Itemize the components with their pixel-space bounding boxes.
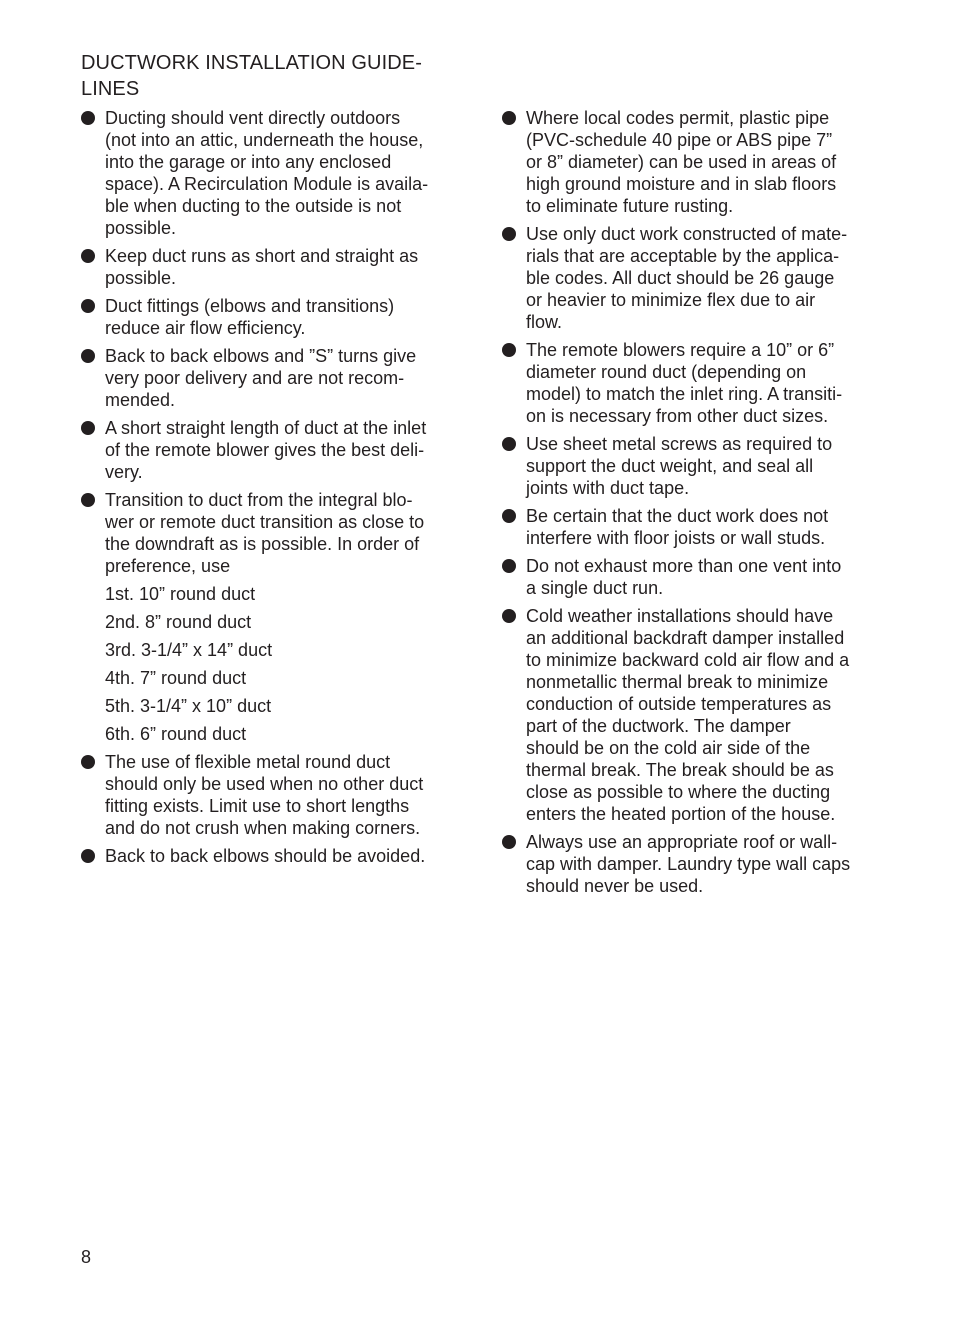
text-line: possible. [105,268,177,288]
text-line: Use only duct work constructed of mate- [526,224,848,244]
list-item [81,417,453,483]
list-item [502,555,878,599]
list-item [502,605,878,825]
list-item [81,107,453,239]
text-line: (not into an attic, underneath the house, [105,130,424,150]
text-line: very poor delivery and are not recom- [105,368,405,388]
text-line: joints with duct tape. [526,478,690,498]
bullet-icon [81,299,95,313]
left-column [81,107,453,873]
bullet-icon [81,249,95,263]
text-line: Keep duct runs as short and straight as [105,246,419,266]
title-line: DUCTWORK INSTALLATION GUIDE- [81,52,422,74]
list-item-text [526,605,878,825]
list-item-text [526,831,878,897]
right-column [502,107,878,903]
text-line: should only be used when no other duct [105,774,424,794]
bullet-icon [81,755,95,769]
text-line: Cold weather installations should have [526,606,834,626]
text-line: interfere with floor joists or wall studs. [526,528,826,548]
bullet-icon [81,111,95,125]
preference-item: 6th. 6” round duct [105,724,247,744]
text-line: part of the ductwork. The damper [526,716,791,736]
text-line: model) to match the inlet ring. A transiti- [526,384,843,404]
page-number: 8 [81,1247,92,1267]
bullet-icon [502,227,516,241]
list-item [81,345,453,411]
bullet-icon [502,437,516,451]
text-line: high ground moisture and in slab floors [526,174,837,194]
list-item-text [105,245,453,289]
text-line: thermal break. The break should be as [526,760,834,780]
list-item [502,433,878,499]
text-line: (PVC-schedule 40 pipe or ABS pipe 7” [526,130,833,150]
text-line: Transition to duct from the integral blo- [105,490,413,510]
preference-item: 2nd. 8” round duct [105,612,252,632]
text-line: conduction of outside temperatures as [526,694,832,714]
text-line: close as possible to where the ducting [526,782,831,802]
list-item [81,751,453,839]
bullet-icon [502,509,516,523]
list-item [502,505,878,549]
list-item [81,489,453,577]
preference-item: 3rd. 3-1/4” x 14” duct [105,640,273,660]
preference-item: 5th. 3-1/4” x 10” duct [105,696,272,716]
text-line: very. [105,462,143,482]
text-line: Use sheet metal screws as required to [526,434,833,454]
text-line: flow. [526,312,563,332]
text-line: or 8” diameter) can be used in areas of [526,152,837,172]
text-line: the downdraft as is possible. In order of [105,534,420,554]
text-line: ble when ducting to the outside is not [105,196,402,216]
list-item-text [105,845,453,867]
text-line: enters the heated portion of the house. [526,804,836,824]
text-line: or heavier to minimize flex due to air [526,290,816,310]
list-item-text [105,345,453,411]
list-item [81,245,453,289]
list-item-text [105,295,453,339]
text-line: should never be used. [526,876,704,896]
bullet-icon [502,343,516,357]
text-line: The use of flexible metal round duct [105,752,391,772]
bullet-icon [81,849,95,863]
text-line: ble codes. All duct should be 26 gauge [526,268,835,288]
text-line: a single duct run. [526,578,664,598]
text-line: Always use an appropriate roof or wall- [526,832,838,852]
text-line: into the garage or into any enclosed [105,152,392,172]
preference-item: 1st. 10” round duct [105,584,256,604]
text-line: an additional backdraft damper installed [526,628,845,648]
text-line: diameter round duct (depending on [526,362,807,382]
text-line: preference, use [105,556,231,576]
list-item-text [105,489,453,577]
text-line: space). A Recirculation Module is availa- [105,174,429,194]
bullet-icon [81,421,95,435]
text-line: reduce air flow efficiency. [105,318,306,338]
list-item [502,223,878,333]
text-line: rials that are acceptable by the applica- [526,246,840,266]
text-line: Be certain that the duct work does not [526,506,829,526]
text-line: to eliminate future rusting. [526,196,734,216]
text-line: mended. [105,390,176,410]
text-line: wer or remote duct transition as close to [105,512,425,532]
text-line: of the remote blower gives the best deli- [105,440,425,460]
text-line: Back to back elbows and ”S” turns give [105,346,417,366]
list-item-text [526,107,878,217]
text-line: and do not crush when making corners. [105,818,421,838]
text-line: should be on the cold air side of the [526,738,811,758]
text-line: Do not exhaust more than one vent into [526,556,842,576]
list-item-text [526,339,878,427]
text-line: to minimize backward cold air flow and a [526,650,850,670]
list-item-text [105,107,453,239]
text-line: on is necessary from other duct sizes. [526,406,829,426]
title-line: LINES [81,78,140,100]
list-item [502,107,878,217]
text-line: Ducting should vent directly outdoors [105,108,401,128]
list-item-text [105,751,453,839]
list-item-text [105,417,453,483]
bullet-icon [81,349,95,363]
text-line: cap with damper. Laundry type wall caps [526,854,851,874]
bullet-icon [502,111,516,125]
text-line: fitting exists. Limit use to short lengths [105,796,410,816]
text-line: nonmetallic thermal break to minimize [526,672,829,692]
bullet-icon [502,609,516,623]
text-line: A short straight length of duct at the inlet [105,418,427,438]
preference-item: 4th. 7” round duct [105,668,247,688]
page-title [81,50,461,102]
list-item-text [526,433,878,499]
text-line: support the duct weight, and seal all [526,456,814,476]
bullet-icon [502,835,516,849]
list-item [502,339,878,427]
list-item-text [526,505,878,549]
text-line: Duct fittings (elbows and transitions) [105,296,395,316]
list-item-text [526,555,878,599]
list-item [81,845,453,867]
list-item-text [526,223,878,333]
list-item [81,295,453,339]
text-line: possible. [105,218,177,238]
text-line: Back to back elbows should be avoided. [105,846,426,866]
list-item [502,831,878,897]
text-line: The remote blowers require a 10” or 6” [526,340,835,360]
bullet-icon [81,493,95,507]
text-line: Where local codes permit, plastic pipe [526,108,830,128]
bullet-icon [502,559,516,573]
